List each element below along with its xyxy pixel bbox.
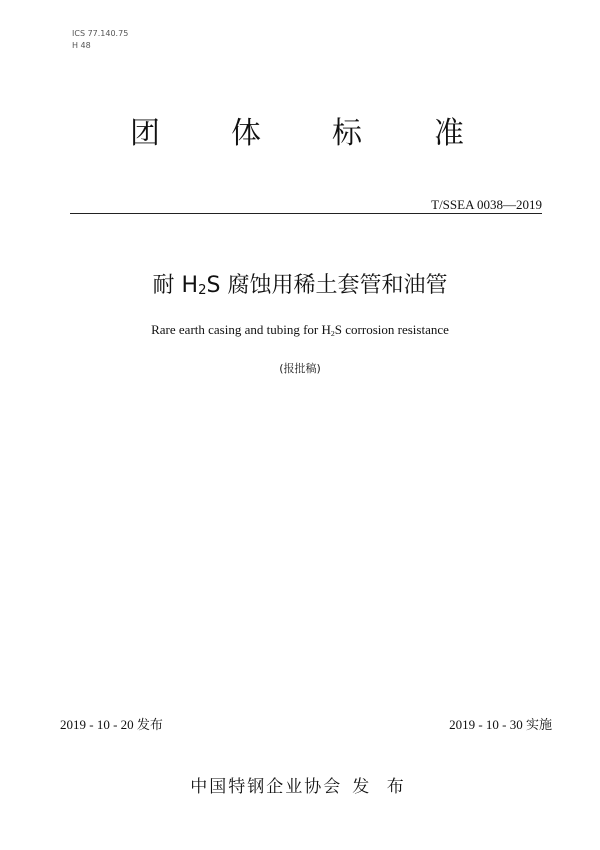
ics-code: ICS 77.140.75 (72, 29, 129, 38)
doc-type-char-2: 体 (231, 116, 261, 151)
issuer-suffix: 发 布 (352, 777, 410, 797)
implement-date: 2019 - 10 - 30 实施 (449, 717, 552, 732)
header-divider (70, 213, 542, 214)
english-title-subscript: 2 (330, 329, 335, 338)
chinese-title-prefix: 耐 H (152, 273, 199, 298)
issuer-name: 中国特钢企业协会 (190, 777, 343, 797)
chinese-title (0, 268, 600, 299)
english-title-suffix: S corrosion resistance (334, 322, 449, 337)
chinese-title-suffix: S 腐蚀用稀土套管和油管 (206, 273, 448, 298)
doc-type-char-1: 团 (130, 116, 160, 151)
doc-type-char-3: 标 (332, 116, 362, 151)
chinese-title-subscript: 2 (198, 283, 207, 298)
document-type-heading (0, 108, 600, 152)
ccs-code: H 48 (72, 41, 91, 50)
english-title-prefix: Rare earth casing and tubing for H (151, 322, 331, 337)
english-title (0, 322, 600, 338)
doc-type-char-4: 准 (434, 116, 464, 151)
issuer-line (0, 772, 600, 797)
classification-codes (72, 28, 128, 52)
standard-number: T/SSEA 0038—2019 (431, 197, 542, 212)
draft-status: (报批稿) (279, 362, 321, 375)
publish-date: 2019 - 10 - 20 发布 (60, 717, 163, 732)
